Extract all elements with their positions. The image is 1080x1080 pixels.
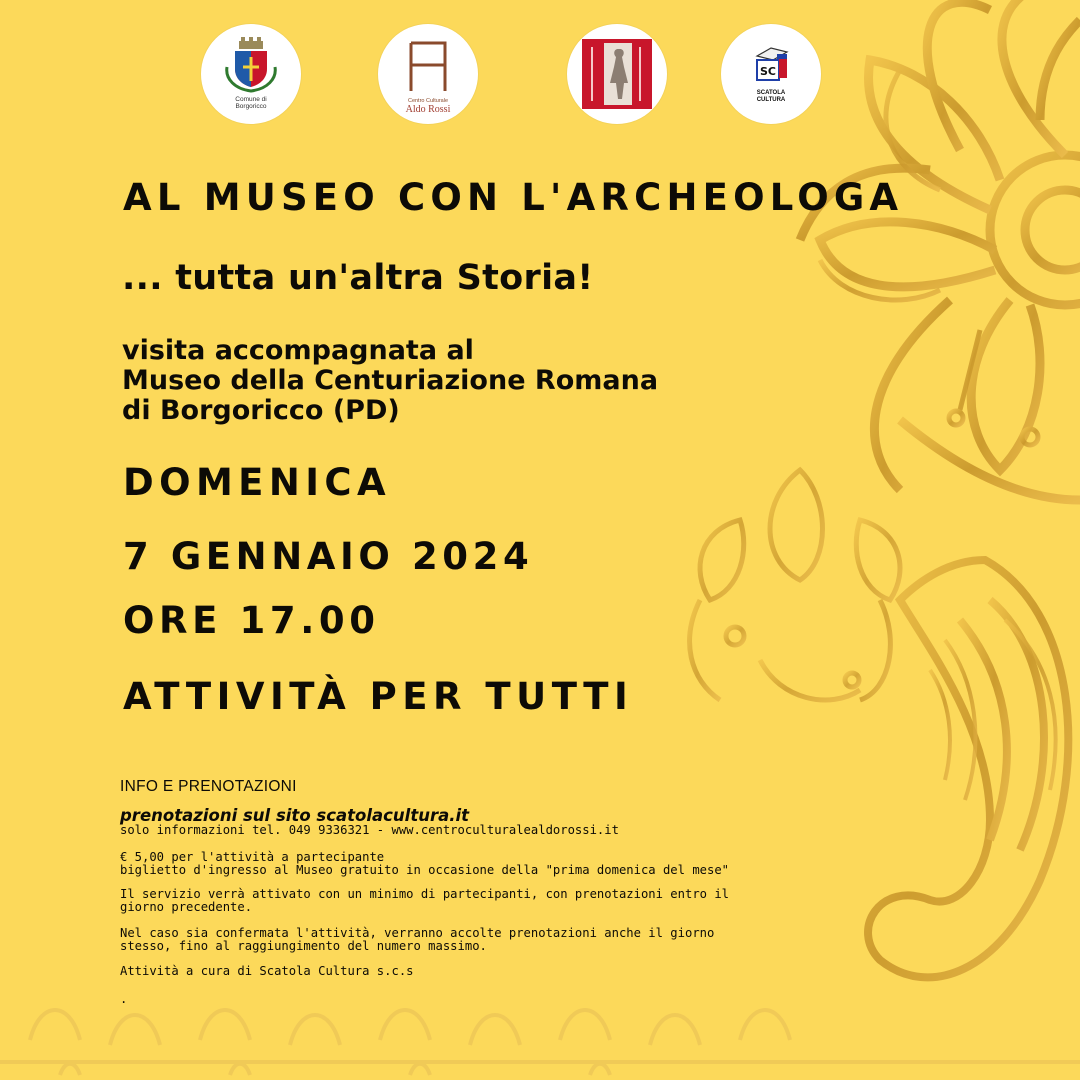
event-day: DOMENICA	[123, 461, 391, 504]
aldo-rossi-mark-icon	[403, 41, 453, 93]
service-info: Il servizio verrà attivato con un minimo di partecipanti, con prenotazioni entro il giorno precedente.	[120, 887, 730, 914]
museum-statue-icon	[580, 37, 654, 111]
logo-museo-centuriazione[interactable]	[567, 24, 667, 124]
event-description	[122, 336, 762, 426]
organizer-info: Attività a cura di Scatola Cultura s.c.s	[120, 964, 414, 978]
description-line: visita accompagnata al	[122, 335, 474, 366]
event-audience: ATTIVITÀ PER TUTTI	[123, 675, 634, 718]
event-date: 7 GENNAIO 2024	[123, 535, 534, 578]
booking-link[interactable]: prenotazioni sul sito scatolacultura.it	[120, 806, 470, 825]
logo-comune-borgoricco[interactable]	[201, 24, 301, 124]
coat-of-arms-icon	[223, 37, 279, 95]
event-title: AL MUSEO CON L'ARCHEOLOGA	[123, 176, 904, 219]
logo-caption: Comune di Borgoricco	[235, 96, 267, 110]
event-subtitle: ... tutta un'altra Storia!	[122, 258, 594, 298]
scatola-box-icon	[749, 42, 793, 86]
logo-scatola-cultura[interactable]	[721, 24, 821, 124]
svg-text:SC: SC	[760, 65, 776, 78]
confirmation-info: Nel caso sia confermata l'attività, verranno accolte prenotazioni anche il giorno stesso, fino al raggiungimento del numero massimo.	[120, 926, 715, 953]
description-line: Museo della Centuriazione Romana	[122, 365, 659, 396]
logo-centro-aldo-rossi[interactable]	[378, 24, 478, 124]
logo-caption-big: Aldo Rossi	[405, 104, 451, 115]
info-heading: INFO E PRENOTAZIONI	[120, 778, 297, 795]
logo-caption: SCATOLA CULTURA	[756, 90, 786, 103]
event-time: ORE 17.00	[123, 599, 380, 642]
price-info: € 5,00 per l'attività a partecipante biglietto d'ingresso al Museo gratuito in occasione della "prima domenica del mese"	[120, 850, 730, 877]
contact-info: solo informazioni tel. 049 9336321 - www.centroculturalealdorossi.it	[120, 823, 619, 837]
description-line: di Borgoricco (PD)	[122, 395, 400, 426]
trailing-dot: .	[120, 992, 128, 1006]
logo-caption-small: Centro Culturale	[407, 98, 449, 104]
